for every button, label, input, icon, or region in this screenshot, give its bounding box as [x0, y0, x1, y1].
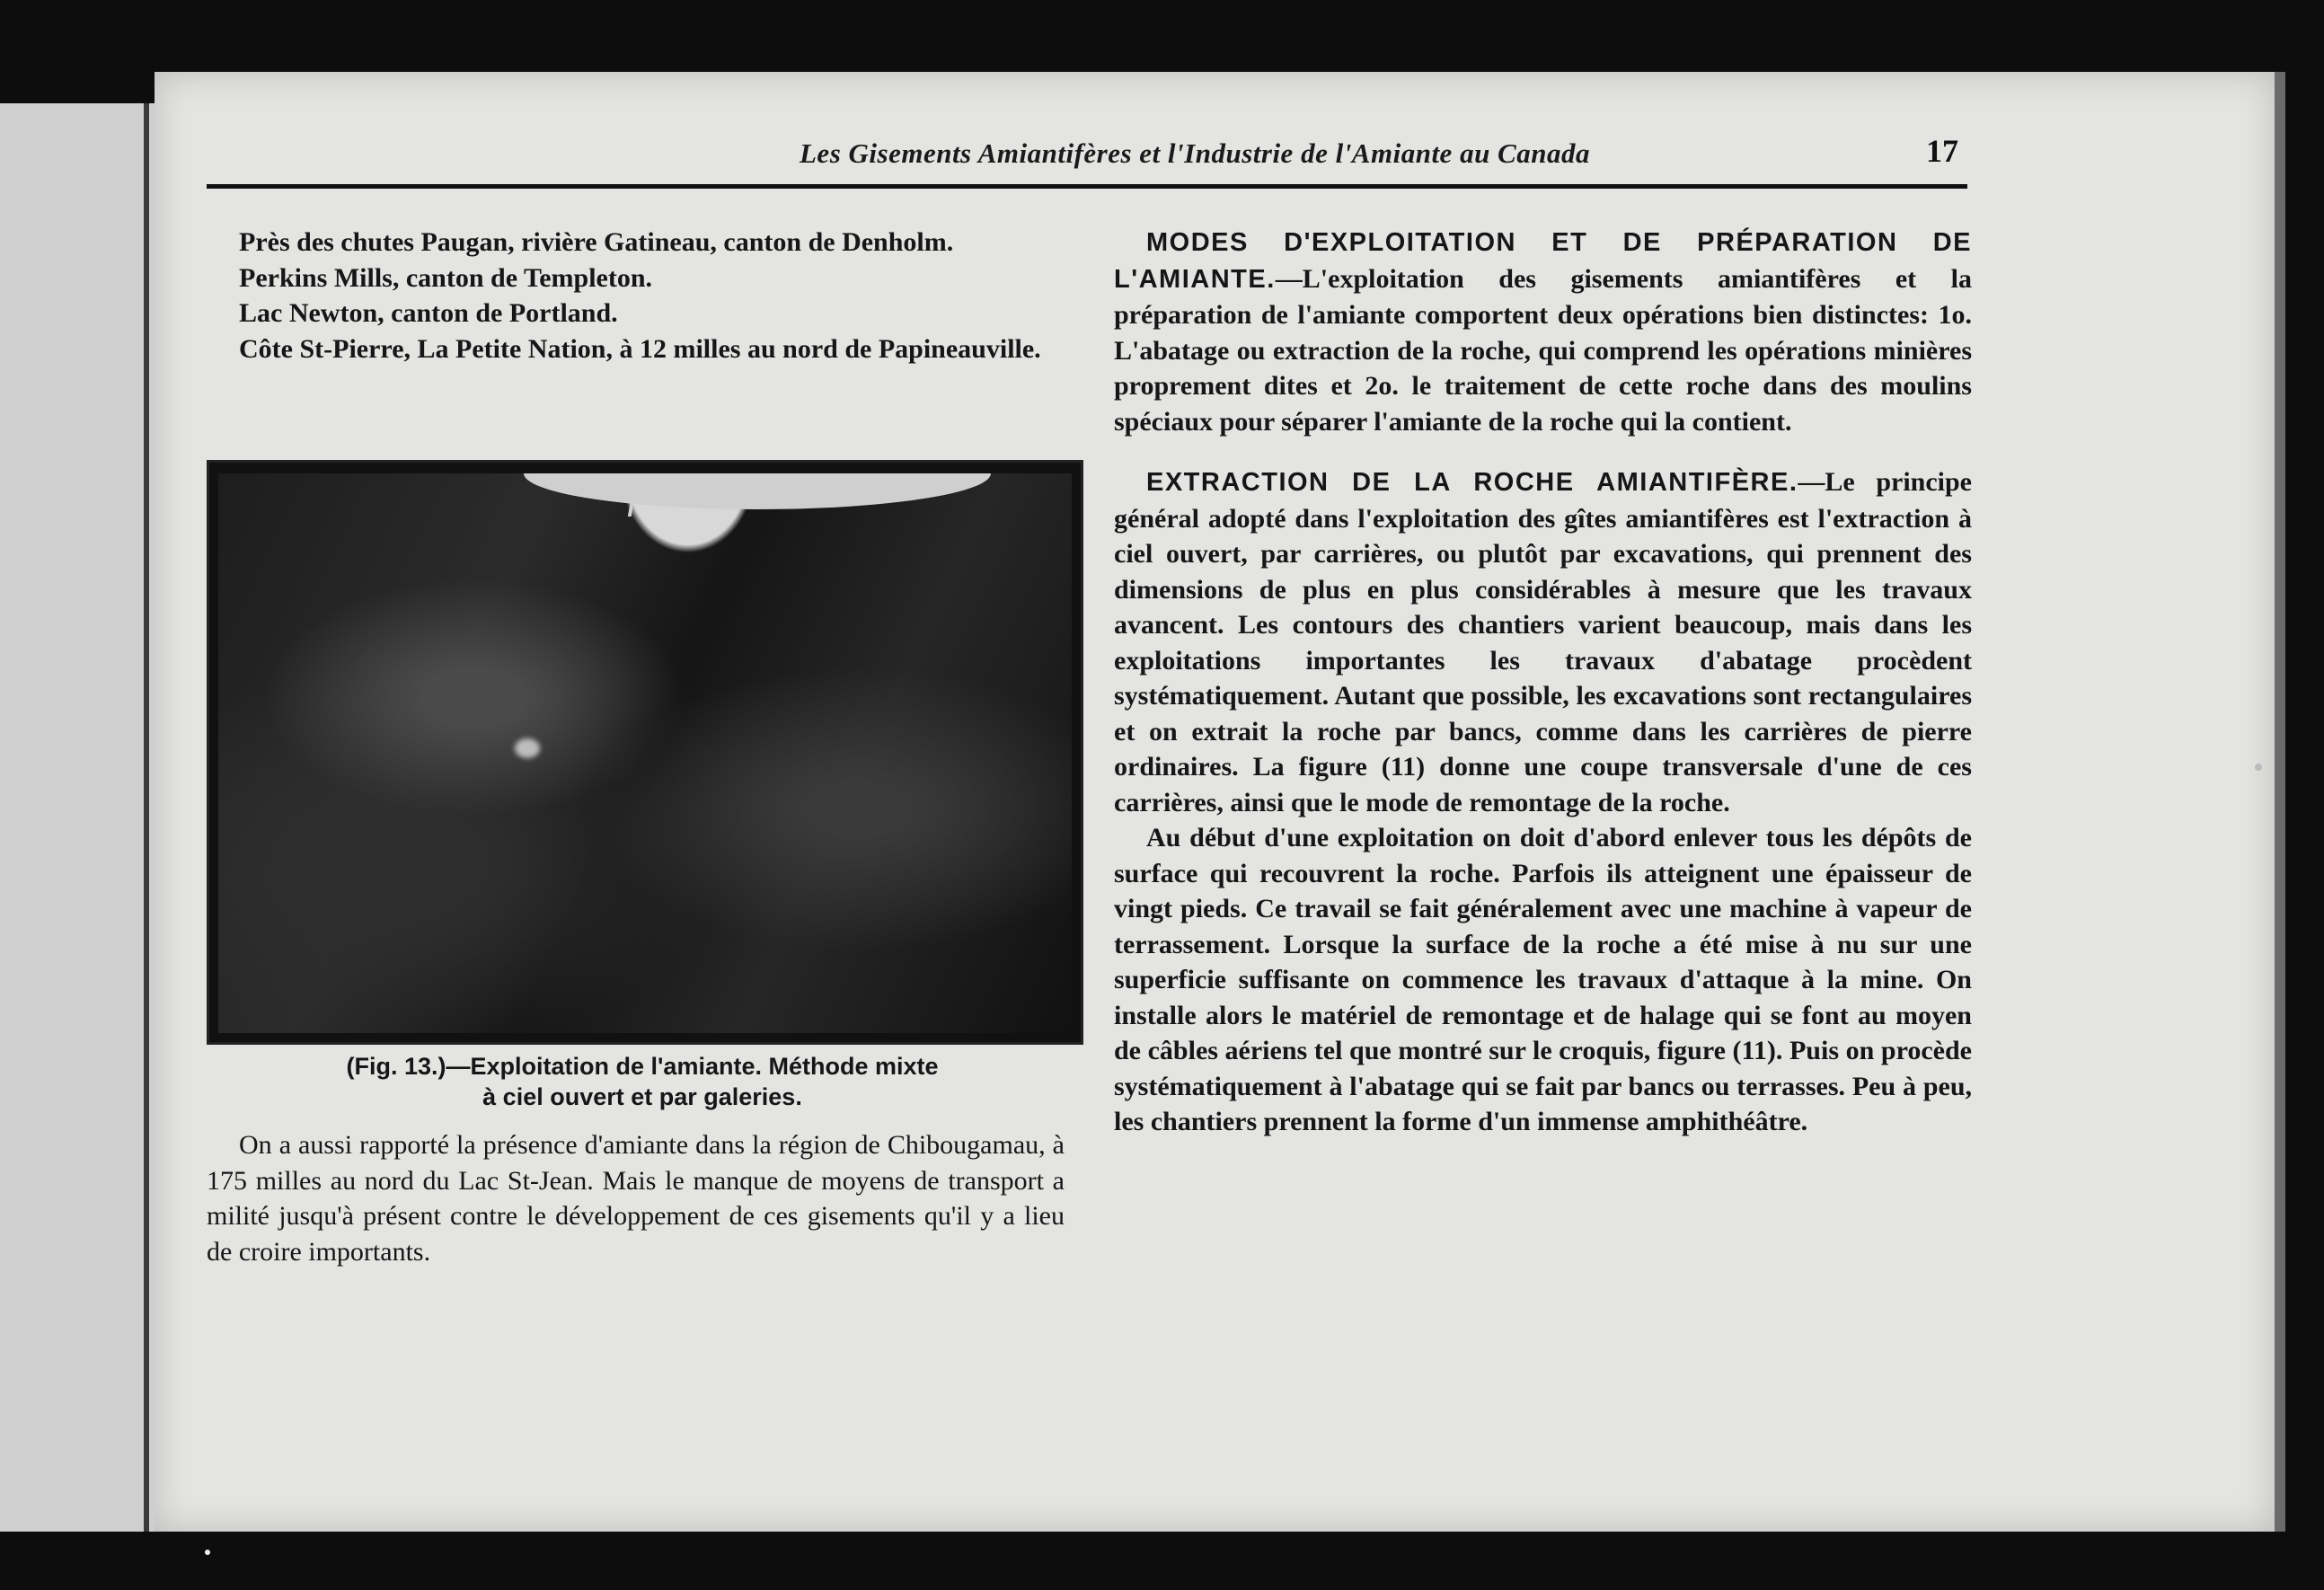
facing-page-edge	[0, 103, 162, 1532]
mine-photograph	[218, 473, 1072, 1033]
photo-sky	[524, 473, 991, 509]
section-text: —Le principe général adopté dans l'exploitation des gîtes amiantifères est l'extraction à ciel ouvert, par carrières, ou plutôt par excavations, qui prennent des dimensions de plus en plus considérables à mesure que les travaux avancent. Les contours des chantiers varient beaucoup, mais dans les exploitations importantes les travaux d'abatage procèdent systématiquement. Autant que possible, les excavations sont rectangulaires et on extrait la roche par bancs, comme dans les carrières de pierre ordinaires. La figure (11) donne une coupe transversale d'une de ces carrières, ainsi que le mode de remontage de la roche.	[1114, 467, 1972, 817]
paragraph: On a aussi rapporté la présence d'amiante dans la région de Chibougamau, à 175 milles au nord du Lac St-Jean. Mais le manque de moyens de transport a milité jusqu'à présent contre le développement de ces gisements qu'il y a lieu de croire importants.	[207, 1130, 1065, 1267]
paragraph: Côte St-Pierre, La Petite Nation, à 12 milles au nord de Papineauville.	[239, 333, 1041, 364]
paragraph: Perkins Mills, canton de Templeton.	[239, 262, 653, 293]
book-gutter	[144, 103, 149, 1532]
page-right-edge	[2275, 72, 2285, 1532]
film-speck	[2255, 764, 2262, 771]
figure-photo-frame	[207, 460, 1083, 1045]
caption-line-2: à ciel ouvert et par galeries.	[482, 1083, 802, 1110]
page-header	[207, 130, 1967, 189]
caption-line-1: (Fig. 13.)—Exploitation de l'amiante. Méthode mixte	[346, 1053, 939, 1080]
right-column	[1114, 225, 1972, 1140]
paragraph: Lac Newton, canton de Portland.	[239, 298, 618, 328]
section-paragraph	[1114, 464, 1972, 820]
film-speck	[205, 1550, 210, 1555]
section-heading: MODES D'EXPLOITATION ET DE PRÉPARATION DE L'AMIANTE.	[1114, 228, 1972, 294]
section-text: —L'exploitation des gisements amiantifères et la préparation de l'amiante comportent deux opérations bien distinctes: 1o. L'abatage ou extraction de la roche, qui comprend les opérations minières proprement dites et 2o. le traitement de cette roche dans des moulins spéciaux pour séparer l'amiante de la roche qui la contient.	[1114, 263, 1972, 437]
page-number: 17	[1926, 133, 1958, 169]
photo-highlight	[515, 738, 540, 758]
section-heading: EXTRACTION DE LA ROCHE AMIANTIFÈRE.	[1146, 468, 1798, 497]
left-column	[207, 225, 1065, 367]
paragraph: Au début d'une exploitation on doit d'abord enlever tous les dépôts de surface qui recouvrent la roche. Parfois ils atteignent une épaisseur de vingt pieds. Ce travail se fait généralement avec une machine à vapeur de terrassement. Lorsque la surface de la roche a été mise à nu sur une superficie suffisante on commence les travaux d'attaque à la mine. On installe alors le matériel de remontage et de halage qui se font au moyen de câbles aériens tel que montré sur le croquis, figure (11). Puis on procède systématiquement à l'abatage qui se fait par bancs ou terrasses. Peu à peu, les chantiers prennent la forme d'un immense amphithéâtre.	[1114, 823, 1972, 1136]
paragraph: Près des chutes Paugan, rivière Gatineau, canton de Denholm.	[239, 227, 954, 257]
figure-caption	[207, 1051, 1078, 1112]
running-title: Les Gisements Amiantifères et l'Industrie de l'Amiante au Canada	[800, 137, 1590, 169]
section-paragraph	[1114, 225, 1972, 439]
left-column-lower	[207, 1127, 1065, 1269]
